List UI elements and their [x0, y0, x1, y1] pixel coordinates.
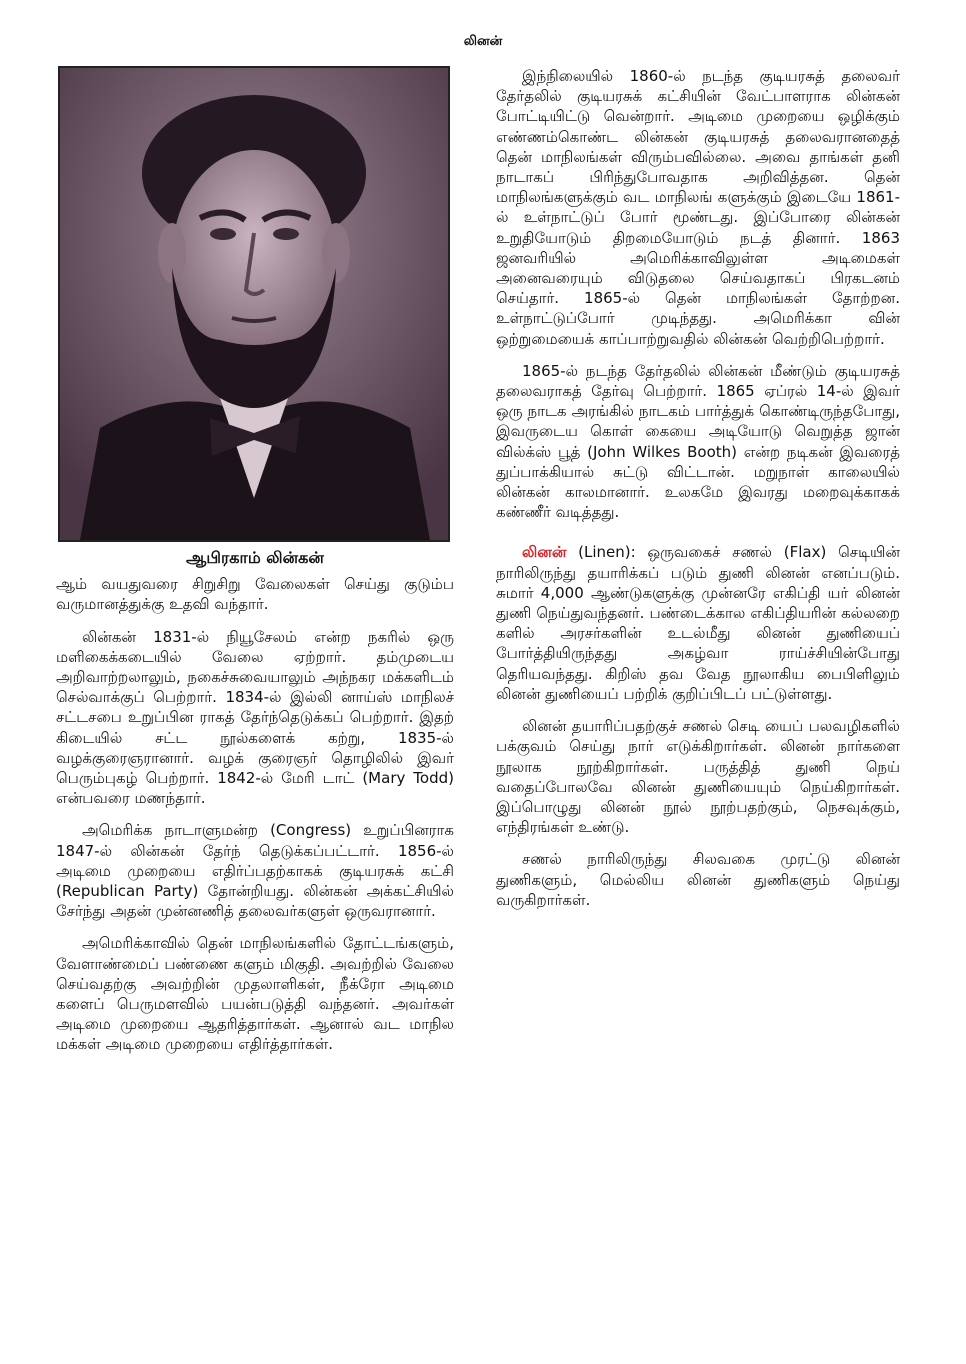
- right-column: [496, 66, 900, 922]
- portrait-illustration: [60, 68, 448, 540]
- photo-caption: ஆபிரகாம் லின்கன்: [186, 548, 324, 567]
- body-paragraph: லினன் தயாரிப்பதற்குச் சணல் செடி யைப் பலவழிகளில் பக்குவம் செய்து நார் எடுக்கிறார்கள். லினன் நார்களை நூலாக நூற்கிறார்கள். பருத்தித் துணி நெய் வதைப்போலவே லினன் துணியையும் நெய்கிறார்கள். இப்பொழுது லினன் நூல் நூற்பதற்கும், நெசவுக்கும், எந்திரங்கள் உண்டு.: [496, 717, 900, 837]
- entry-headword: லினன்: [522, 543, 567, 562]
- body-paragraph: அமெரிக்காவில் தென் மாநிலங்களில் தோட்டங்களும், வேளாண்மைப் பண்ணை களும் மிகுதி. அவற்றில் வேலை செய்வதற்கு அவற்றின் முதலாளிகள், நீக்ரோ அடிமை களைப் பெருமளவில் பயன்படுத்தி வந்தனர். அவர்கள் அடிமை முறையை ஆதரித்தார்கள். ஆனால் வட மாநில மக்கள் அடிமை முறையை எதிர்த்தார்கள்.: [56, 934, 454, 1054]
- body-paragraph: ஆம் வயதுவரை சிறுசிறு வேலைகள் செய்து குடும்ப வருமானத்துக்கு உதவி வந்தார்.: [56, 575, 454, 614]
- body-paragraph: அமெரிக்க நாடாளுமன்ற (Congress) உறுப்பினராக 1847-ல் லின்கன் தேர்ந் தெடுக்கப்பட்டார். 1856-ல் அடிமை முறையை எதிர்ப்பதற்காகக் குடியரசுக் கட்சி (Republican Party) தோன்றியது. லின்கன் அக்கட்சியில் சேர்ந்து அதன் முன்னணித் தலைவர்களுள் ஒருவரானார்.: [56, 821, 454, 921]
- running-header: லினன்: [463, 34, 503, 49]
- entry-paragraph: [496, 542, 900, 704]
- body-paragraph: இந்நிலையில் 1860-ல் நடந்த குடியரசுத் தலைவர் தேர்தலில் குடியரசுக் கட்சியின் வேட்பாளராக லின்கன் போட்டியிட்டு வென்றார். அடிமை முறையை ஒழிக்கும் எண்ணம்கொண்ட லின்கன் குடியரசுத் தலைவரானதைத் தென் மாநிலங்கள் விரும்பவில்லை. அவை தாங்கள் தனி நாடாகப் பிரிந்துபோவதாக அறிவித்தன. தென் மாநிலங்களுக்கும் வட மாநிலங் களுக்கும் இடையே 1861-ல் உள்நாட்டுப் போர் மூண்டது. இப்போரை லின்கன் உறுதியோடும் திறமையோடும் நடத் தினார். 1863 ஜனவரியில் அமெரிக்காவிலுள்ள அடிமைகள் அனைவரையும் விடுதலை செய்வதாகப் பிரகடனம் செய்தார். 1865-ல் தென் மாநிலங்கள் தோற்றன. உள்நாட்டுப்போர் முடிந்தது. அமெரிக்கா வின் ஒற்றுமையைக் காப்பாற்றுவதில் லின்கன் வெற்றிபெற்றார்.: [496, 67, 900, 348]
- entry-body: (Linen): ஒருவகைச் சணல் (Flax) செடியின் நாரிலிருந்து தயாரிக்கப் படும் துணி லினன் எனப்படும். சுமார் 4,000 ஆண்டுகளுக்கு முன்னரே எகிப்தி யர் லினன் துணி நெய்துவந்தனர். பண்டைக்கால எகிப்தியரின் கல்லறை களில் அரசர்களின் உடல்மீது லினன் துணியைப் போர்த்தியிருந்தது அகழ்வா ராய்ச்சியின்போது தெரியவந்தது. கிறிஸ் தவ வேத நூலாகிய பைபிளிலும் லினன் துணியைப் பற்றிக் குறிப்பிடப் பட்டுள்ளது.: [496, 543, 900, 703]
- left-column: [56, 66, 454, 1067]
- body-paragraph: 1865-ல் நடந்த தேர்தலில் லின்கன் மீண்டும் குடியரசுத் தலைவராகத் தேர்வு பெற்றார். 1865 ஏப்ரல் 14-ல் இவர் ஒரு நாடக அரங்கில் நாடகம் பார்த்துக் கொண்டிருந்தபோது, இவருடைய கொள் கையை அடியோடு வெறுத்த ஜான் வில்க்ஸ் பூத் (John Wilkes Booth) என்ற நடிகன் இவரைத் துப்பாக்கியால் சுட்டு விட்டான். மறுநாள் காலையில் லின்கன் காலமானார். உலகமே இவரது மறைவுக்காகக் கண்ணீர் வடித்தது.: [496, 361, 900, 522]
- portrait-photo: [58, 66, 450, 542]
- body-paragraph: லின்கன் 1831-ல் நியூசேலம் என்ற நகரில் ஒரு மளிகைக்கடையில் வேலை ஏற்றார். தம்முடைய அறிவாற்றலாலும், நகைச்சுவையாலும் அந்நகர மக்களிடம் செல்வாக்குப் பெற்றார். 1834-ல் இல்லி னாய்ஸ் மாநிலச் சட்டசபை உறுப்பின ராகத் தேர்ந்தெடுக்கப் பெற்றார். இதற் கிடையில் சட்ட நூல்களைக் கற்று, 1835-ல் வழக்குரைஞரானார். வழக் குரைஞர் தொழிலில் இவர் பெரும்புகழ் பெற்றார். 1842-ல் மேரி டாட் (Mary Todd) என்பவரை மணந்தார்.: [56, 627, 454, 808]
- body-paragraph: சணல் நாரிலிருந்து சிலவகை முரட்டு லினன் துணிகளும், மெல்லிய லினன் துணிகளும் நெய்து வருகிறார்கள்.: [496, 850, 900, 909]
